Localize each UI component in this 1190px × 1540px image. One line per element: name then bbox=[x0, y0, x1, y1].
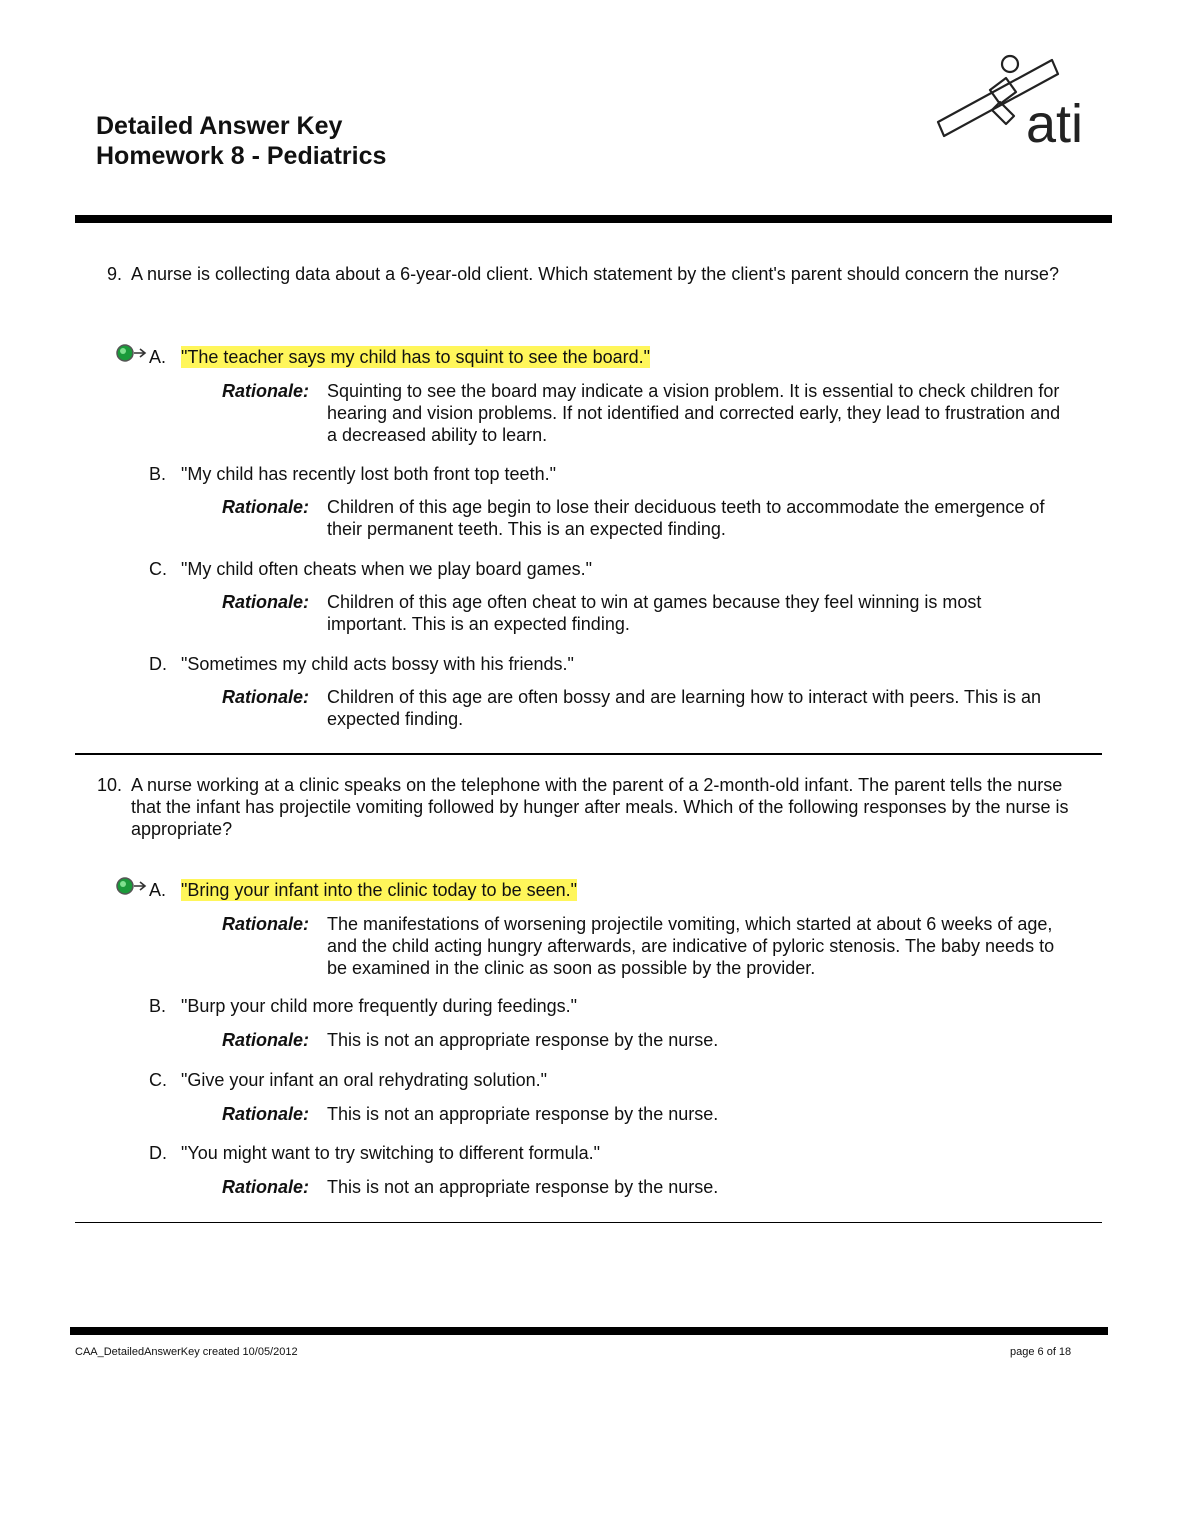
question-divider bbox=[75, 753, 1102, 755]
option-text: "Sometimes my child acts bossy with his friends." bbox=[181, 654, 574, 674]
rationale-label: Rationale: bbox=[222, 1177, 310, 1197]
page-title bbox=[96, 111, 386, 171]
option-letter: A. bbox=[149, 880, 167, 900]
question-divider bbox=[75, 1222, 1102, 1223]
rationale-label: Rationale: bbox=[222, 497, 310, 517]
rationale-text: The manifestations of worsening projectile vomiting, which started at about 6 weeks of age, and the child acting hungry afterwards, are indicative of pyloric stenosis. The baby needs to be examined in the clinic as soon as possible by the provider. bbox=[327, 914, 1055, 978]
rationale-text: This is not an appropriate response by the nurse. bbox=[327, 1030, 719, 1050]
footer-doc-info: CAA_DetailedAnswerKey created 10/05/2012 bbox=[75, 1346, 298, 1358]
option-letter: B. bbox=[149, 996, 167, 1016]
rationale-label: Rationale: bbox=[222, 914, 310, 934]
option-letter: C. bbox=[149, 559, 167, 579]
title-line-1: Detailed Answer Key bbox=[96, 112, 343, 140]
rationale-text: Squinting to see the board may indicate a vision problem. It is essential to check children for hearing and vision problems. If not identified and corrected early, they lead to frustration and a decreased ability to learn. bbox=[327, 381, 1061, 445]
title-line-2: Homework 8 - Pediatrics bbox=[96, 142, 387, 170]
rationale-text: Children of this age are often bossy and are learning how to interact with peers. This is an expected finding. bbox=[327, 687, 1042, 729]
header-divider bbox=[75, 215, 1112, 223]
option-letter: A. bbox=[149, 347, 167, 367]
option-letter: B. bbox=[149, 464, 167, 484]
footer-divider bbox=[70, 1327, 1108, 1335]
ati-logo bbox=[930, 50, 1105, 150]
option-text: "The teacher says my child has to squint to see the board." bbox=[181, 347, 651, 367]
question-stem: A nurse is collecting data about a 6-year-old client. Which statement by the client's parent should concern the nurse? bbox=[131, 264, 1059, 284]
option-text: "Burp your child more frequently during feedings." bbox=[181, 996, 577, 1016]
option-letter: D. bbox=[149, 654, 167, 674]
correct-answer-icon bbox=[113, 873, 149, 899]
rationale-label: Rationale: bbox=[222, 687, 310, 707]
option-text: "My child has recently lost both front top teeth." bbox=[181, 464, 556, 484]
question-stem: A nurse working at a clinic speaks on the telephone with the parent of a 2-month-old infant. The parent tells the nurse that the infant has projectile vomiting followed by hunger after meals. Which of the following responses by the nurse is appropriate? bbox=[131, 775, 1069, 839]
option-text: "Bring your infant into the clinic today to be seen." bbox=[181, 880, 578, 900]
option-letter: D. bbox=[149, 1143, 167, 1163]
rationale-text: Children of this age begin to lose their deciduous teeth to accommodate the emergence of their permanent teeth. This is an expected finding. bbox=[327, 497, 1045, 539]
rationale-text: This is not an appropriate response by the nurse. bbox=[327, 1104, 719, 1124]
rationale-label: Rationale: bbox=[222, 381, 310, 401]
page-number: page 6 of 18 bbox=[1010, 1346, 1072, 1358]
option-text: "You might want to try switching to different formula." bbox=[181, 1143, 600, 1163]
rationale-label: Rationale: bbox=[222, 592, 310, 612]
option-letter: C. bbox=[149, 1070, 167, 1090]
option-text: "Give your infant an oral rehydrating solution." bbox=[181, 1070, 547, 1090]
correct-answer-icon bbox=[113, 340, 149, 366]
rationale-text: Children of this age often cheat to win at games because they feel winning is most important. This is an expected finding. bbox=[327, 592, 982, 634]
logo-text: ati bbox=[1026, 94, 1084, 150]
rationale-label: Rationale: bbox=[222, 1030, 310, 1050]
rationale-label: Rationale: bbox=[222, 1104, 310, 1124]
rationale-text: This is not an appropriate response by the nurse. bbox=[327, 1177, 719, 1197]
option-text: "My child often cheats when we play board games." bbox=[181, 559, 592, 579]
question-number: 10. bbox=[96, 775, 122, 795]
question-number: 9. bbox=[106, 264, 122, 284]
